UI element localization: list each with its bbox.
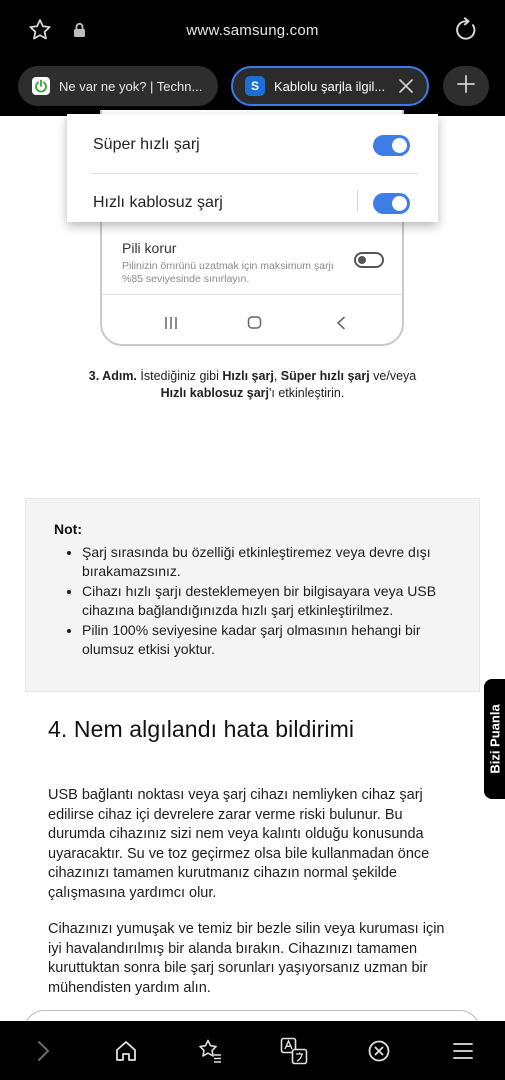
section-heading: 4. Nem algılandı hata bildirimi bbox=[48, 716, 355, 742]
menu-icon[interactable] bbox=[449, 1037, 477, 1065]
caption-text: , bbox=[273, 369, 281, 383]
back-key-icon bbox=[335, 316, 347, 335]
section-paragraph-2: Cihazınızı yumuşak ve temiz bir bezle silin veya kuruması için iyi havalandırılmış bir alanda bırakın. Cihazınızı tamamen kuruttuktan sonra bile şarj sorunları yaşıyorsanız uzman bir mühendisten yardım alın. bbox=[48, 921, 445, 996]
rate-us-tab[interactable] bbox=[484, 679, 505, 799]
browser-bottom-bar bbox=[0, 1021, 505, 1080]
note-item: • Şarj sırasında bu özelliği etkinleştiremez veya devre dışı bırakamazsınız. bbox=[82, 543, 472, 581]
pili-korur-description: Pilinizin ömrünü uzatmak için maksimum şarjı %85 seviyesinde sınırlayın. bbox=[122, 260, 334, 285]
caption-bold: Hızlı kablosuz şarj bbox=[160, 386, 270, 400]
browser-top-bar bbox=[0, 0, 505, 116]
note-title: Not: bbox=[54, 521, 82, 537]
plus-icon bbox=[456, 74, 476, 99]
caption-text: 'ı etkinleştirin. bbox=[269, 386, 345, 400]
pili-korur-title: Pili korur bbox=[122, 240, 177, 256]
url-text[interactable]: www.samsung.com bbox=[186, 22, 319, 39]
caption-text: ve/veya bbox=[369, 369, 417, 383]
home-key-icon bbox=[247, 316, 263, 335]
close-icon[interactable] bbox=[365, 1037, 393, 1065]
tab-strip bbox=[0, 66, 505, 108]
card-divider bbox=[91, 173, 418, 174]
note-item: • Cihazı hızlı şarjı desteklemeyen bir bilgisayara veya USB cihazına bağlandığınızda hızlı şarj etkinleştirilmez. bbox=[82, 582, 472, 620]
note-item: • Pilin 100% seviyesine kadar şarj olmasının hehangi bir olumsuz etkisi yoktur. bbox=[82, 621, 472, 659]
charging-settings-card bbox=[67, 114, 438, 222]
phone-divider bbox=[102, 294, 402, 295]
reload-icon[interactable] bbox=[452, 16, 480, 44]
translate-icon[interactable] bbox=[280, 1037, 308, 1065]
note-list bbox=[62, 543, 472, 660]
step-caption bbox=[60, 368, 445, 402]
tab-title: Ne var ne yok? | Techn... bbox=[59, 78, 203, 94]
fast-wireless-charge-toggle[interactable] bbox=[373, 193, 410, 214]
home-icon[interactable] bbox=[112, 1037, 140, 1065]
super-fast-charge-toggle[interactable] bbox=[373, 135, 410, 156]
caption-bold: Süper hızlı şarj bbox=[280, 369, 370, 383]
forward-icon[interactable] bbox=[29, 1037, 57, 1065]
tab-samsung-active[interactable] bbox=[231, 66, 429, 106]
pili-korur-toggle[interactable] bbox=[354, 252, 384, 268]
tab-technews[interactable] bbox=[18, 66, 218, 106]
close-icon[interactable] bbox=[397, 77, 415, 95]
url-row bbox=[0, 12, 505, 48]
vertical-divider bbox=[357, 190, 358, 212]
note-box bbox=[25, 498, 480, 692]
tab-title: Kablolu şarjla ilgil... bbox=[274, 78, 386, 94]
fast-wireless-charge-label: Hızlı kablosuz şarj bbox=[93, 194, 223, 211]
rate-us-label: Bizi Puanla bbox=[487, 704, 502, 774]
step-number: 3. Adım. bbox=[88, 369, 137, 383]
bookmarks-icon[interactable] bbox=[196, 1037, 224, 1065]
super-fast-charge-label: Süper hızlı şarj bbox=[93, 136, 200, 153]
caption-bold: Hızlı şarj bbox=[222, 369, 274, 383]
power-icon bbox=[32, 77, 50, 95]
caption-text: İstediğiniz gibi bbox=[136, 369, 223, 383]
section-paragraph-1: USB bağlantı noktası veya şarj cihazı nemliyken cihaz şarj edilirse cihaz içi devrelere zarar verme riski bulunur. Bu durumda cihazınız sizi nem veya kalıntı olduğu konusunda uyaracaktır. Su ve toz geçirmez olsa bile kullanmadan önce cihazınızı tamamen kurutmanız cihazın normal şekilde çalışmasına yardımcı olur. bbox=[48, 787, 430, 901]
recent-apps-icon bbox=[164, 316, 178, 335]
new-tab-button[interactable] bbox=[443, 66, 489, 106]
samsung-favicon-icon: S bbox=[245, 76, 265, 96]
